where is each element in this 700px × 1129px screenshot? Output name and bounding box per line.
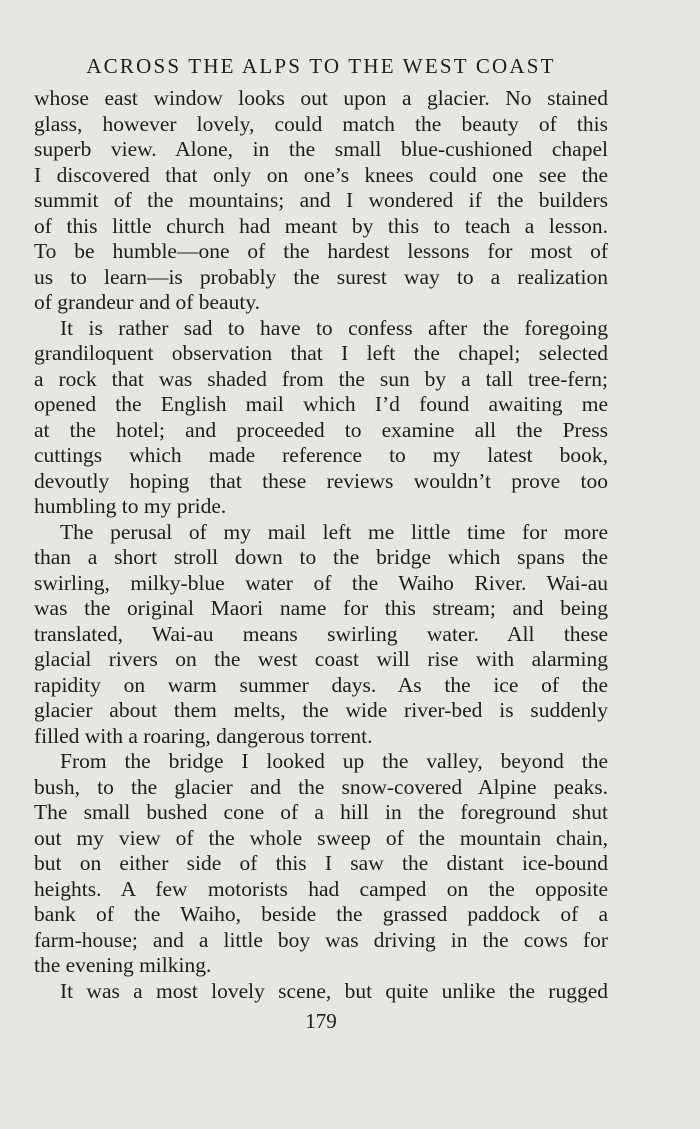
text-line: rapidity on warm summer days. As the ice of the [34, 672, 608, 697]
text-line: summit of the mountains; and I wondered if the builders [34, 188, 608, 212]
text-line: bush, to the glacier and the snow-covered Alpine peaks. [34, 774, 608, 799]
text-line: devoutly hoping that these reviews wouldn’t prove too [34, 468, 608, 493]
text-line: filled with a roaring, dangerous torrent. [34, 723, 373, 748]
text-line: at the hotel; and proceeded to examine all the Press [34, 417, 608, 442]
text-line: a rock that was shaded from the sun by a tall tree-fern; [34, 366, 608, 391]
text-line: The perusal of my mail left me little time for more [60, 519, 608, 544]
text-line: the evening milking. [34, 953, 212, 977]
text-line: but on either side of this I saw the distant ice-bound [34, 851, 608, 875]
text-line: I discovered that only on one’s knees could one see the [34, 162, 608, 187]
text-line: swirling, milky-blue water of the Waiho River. Wai-au [34, 570, 608, 595]
text-line: heights. A few motorists had camped on the opposite [34, 876, 608, 901]
running-head: ACROSS THE ALPS TO THE WEST COAST [86, 54, 556, 78]
text-line: The small bushed cone of a hill in the foreground shut [34, 800, 608, 824]
text-line: glass, however lovely, could match the beauty of this [34, 111, 608, 136]
text-line: From the bridge I looked up the valley, beyond the [60, 749, 608, 773]
text-line: It is rather sad to have to confess after the foregoing [60, 315, 608, 340]
text-line: out my view of the whole sweep of the mountain chain, [34, 825, 608, 850]
text-line: bank of the Waiho, beside the grassed paddock of a [34, 902, 608, 926]
text-line: farm-house; and a little boy was driving in the cows for [34, 927, 608, 952]
text-line: than a short stroll down to the bridge which spans the [34, 545, 608, 569]
text-line: glacier about them melts, the wide river-bed is suddenly [34, 698, 608, 722]
text-line: superb view. Alone, in the small blue-cushioned chapel [34, 137, 608, 161]
text-line: It was a most lovely scene, but quite unlike the rugged [60, 978, 608, 1003]
body-text [34, 86, 608, 1004]
text-line: glacial rivers on the west coast will rise with alarming [34, 647, 608, 671]
text-line: was the original Maori name for this stream; and being [34, 596, 608, 620]
text-line: grandiloquent observation that I left the chapel; selected [34, 341, 608, 365]
text-line: translated, Wai-au means swirling water. All these [34, 621, 608, 646]
page-number: 179 [305, 1009, 337, 1033]
text-line: cuttings which made reference to my latest book, [34, 443, 608, 467]
book-page [34, 52, 608, 1034]
text-line: us to learn—is probably the surest way to a realization [34, 264, 608, 289]
text-line: of this little church had meant by this to teach a lesson. [34, 213, 608, 238]
text-line: To be humble—one of the hardest lessons for most of [34, 239, 608, 263]
text-line: whose east window looks out upon a glacier. No stained [34, 86, 608, 110]
text-line: humbling to my pride. [34, 494, 227, 518]
text-line: of grandeur and of beauty. [34, 290, 261, 314]
text-line: opened the English mail which I’d found awaiting me [34, 392, 608, 416]
